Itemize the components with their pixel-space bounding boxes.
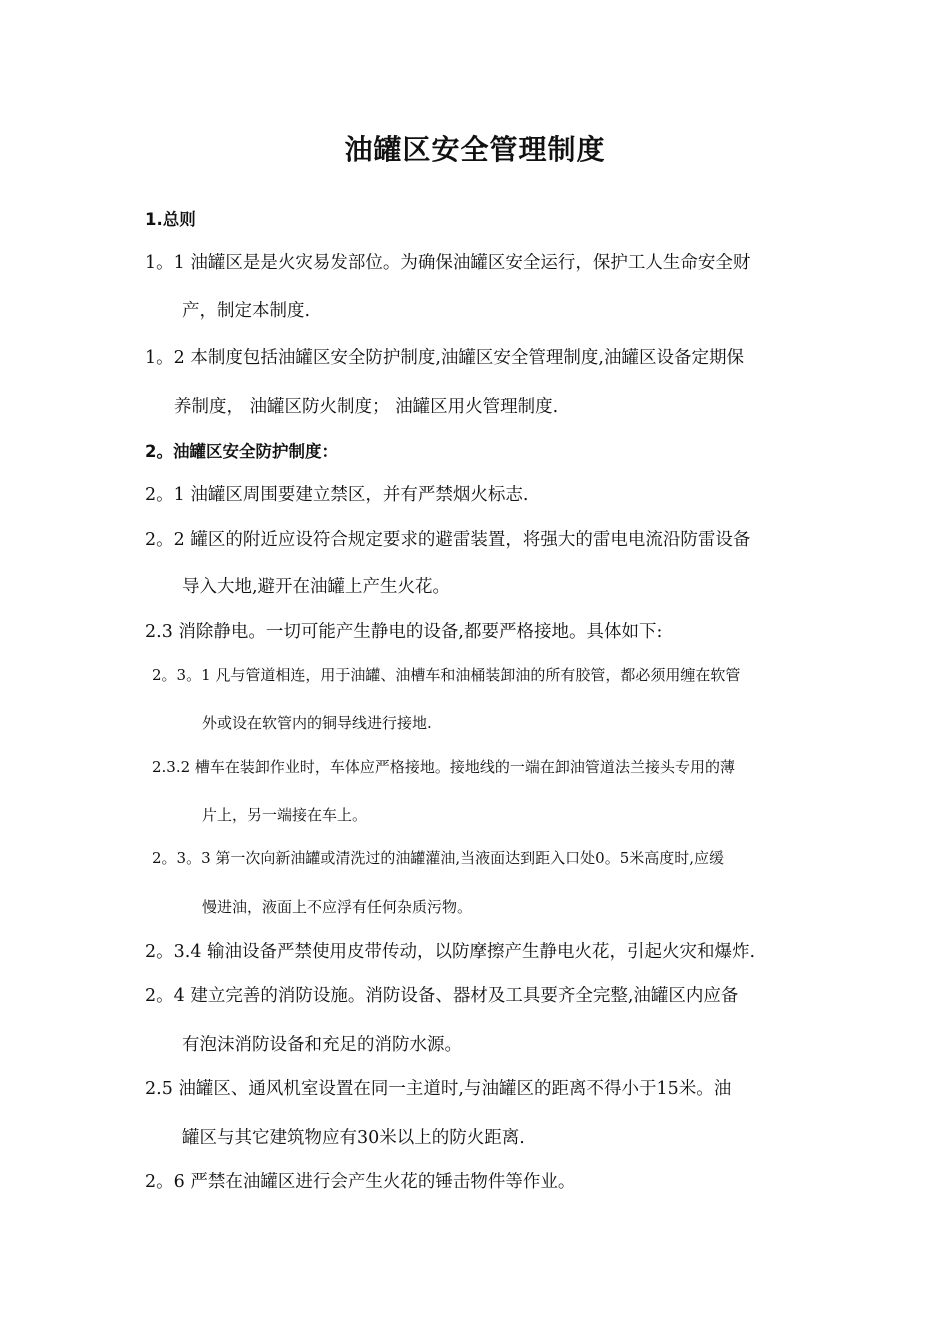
- paragraph-1-2-line-1: 1。2 本制度包括油罐区安全防护制度,油罐区安全管理制度,油罐区设备定期保: [145, 348, 744, 368]
- paragraph-2-4-line-2: 有泡沫消防设备和充足的消防水源。: [182, 1035, 462, 1055]
- paragraph-2-1: 2。1 油罐区周围要建立禁区，并有严禁烟火标志.: [145, 485, 529, 505]
- paragraph-2-4-line-1: 2。4 建立完善的消防设施。消防设备、器材及工具要齐全完整,油罐区内应备: [145, 986, 739, 1006]
- paragraph-2-3-2-line-1: 2.3.2 槽车在装卸作业时，车体应严格接地。接地线的一端在卸油管道法兰接头专用的薄: [152, 758, 735, 776]
- paragraph-2-3-1-line-2: 外或设在软管内的铜导线进行接地.: [202, 714, 432, 732]
- paragraph-1-2-line-2: 养制度， 油罐区防火制度； 油罐区用火管理制度.: [174, 397, 559, 417]
- paragraph-2-6: 2。6 严禁在油罐区进行会产生火花的锤击物件等作业。: [145, 1172, 576, 1192]
- paragraph-1-1-line-2: 产，制定本制度.: [182, 301, 311, 321]
- section-1-heading: 1.总则: [145, 210, 196, 229]
- paragraph-1-1-line-1: 1。1 油罐区是是火灾易发部位。为确保油罐区安全运行，保护工人生命安全财: [145, 253, 751, 273]
- paragraph-2-3-1-line-1: 2。3。1 凡与管道相连，用于油罐、油槽车和油桶装卸油的所有胶管，都必须用缠在软管: [152, 666, 741, 684]
- section-2-heading: 2。油罐区安全防护制度：: [145, 442, 338, 461]
- paragraph-2-3-3-line-1: 2。3。3 第一次向新油罐或清洗过的油罐灌油,当液面达到距入口处0。5米高度时,应缓: [152, 849, 725, 867]
- paragraph-2-3-4: 2。3.4 输油设备严禁使用皮带传动，以防摩擦产生静电火花，引起火灾和爆炸.: [145, 942, 756, 962]
- paragraph-2-2-line-1: 2。2 罐区的附近应设符合规定要求的避雷装置，将强大的雷电电流沿防雷设备: [145, 530, 751, 550]
- paragraph-2-5-line-2: 罐区与其它建筑物应有30米以上的防火距离.: [182, 1128, 525, 1148]
- paragraph-2-3-2-line-2: 片上，另一端接在车上。: [202, 806, 368, 824]
- document-title: 油罐区安全管理制度: [344, 133, 606, 166]
- paragraph-2-5-line-1: 2.5 油罐区、通风机室设置在同一主道时,与油罐区的距离不得小于15米。油: [145, 1079, 732, 1099]
- paragraph-2-2-line-2: 导入大地,避开在油罐上产生火花。: [182, 577, 451, 597]
- paragraph-2-3: 2.3 消除静电。一切可能产生静电的设备,都要严格接地。具体如下:: [145, 622, 663, 642]
- paragraph-2-3-3-line-2: 慢进油，液面上不应浮有任何杂质污物。: [202, 898, 473, 916]
